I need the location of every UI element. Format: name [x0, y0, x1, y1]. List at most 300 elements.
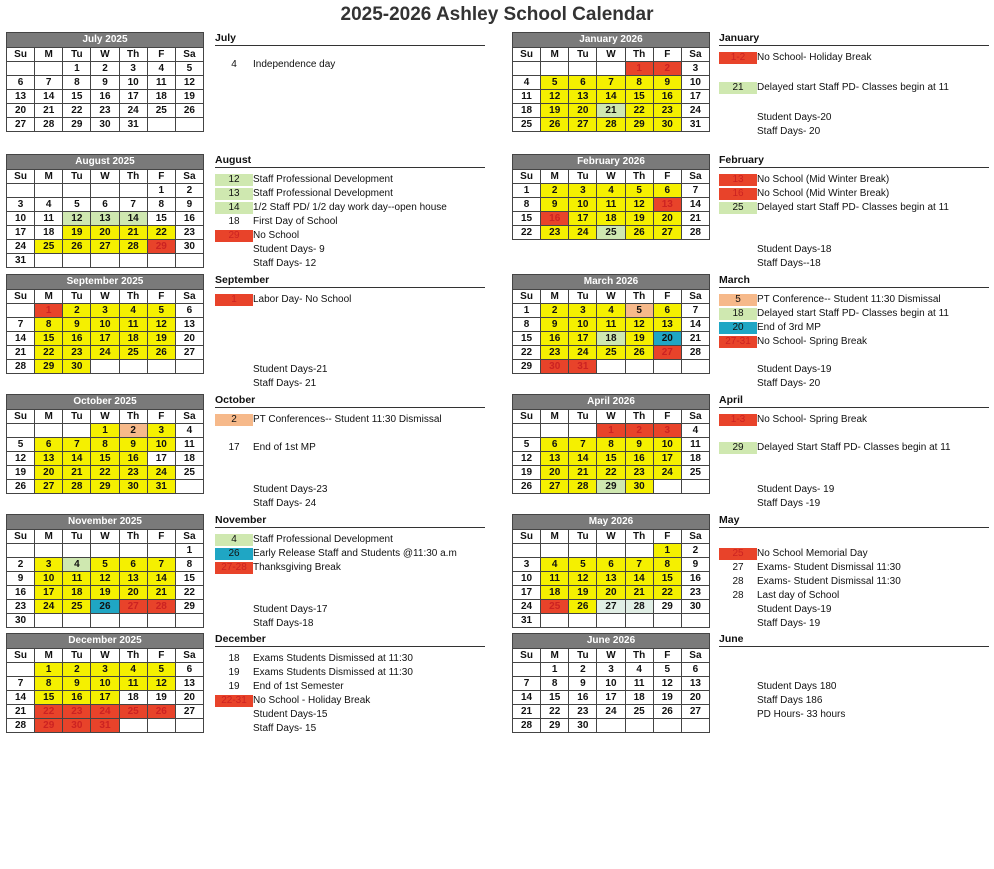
day-cell: 1 [625, 62, 653, 76]
day-cell: 15 [35, 332, 63, 346]
day-cell: 5 [625, 184, 653, 198]
event-text: Exams Students Dismissed at 11:30 [253, 653, 413, 664]
day-cell: 22 [541, 705, 569, 719]
events-heading: August [215, 154, 485, 168]
day-cell: 6 [119, 558, 147, 572]
day-cell: 12 [147, 677, 175, 691]
weekday-label: F [147, 530, 175, 544]
weekday-label: W [597, 48, 625, 62]
day-cell: 15 [147, 212, 175, 226]
day-cell: 14 [7, 691, 35, 705]
day-cell: 26 [513, 480, 541, 494]
day-cell: 21 [7, 346, 35, 360]
day-cell: 29 [35, 719, 63, 733]
day-cell: 18 [597, 212, 625, 226]
day-cell: 4 [119, 663, 147, 677]
day-cell: 18 [119, 691, 147, 705]
day-cell: 27 [175, 346, 203, 360]
day-cell [35, 424, 63, 438]
day-cell: 12 [91, 572, 119, 586]
day-cell: 15 [653, 572, 681, 586]
weekday-label: W [91, 649, 119, 663]
page-title: 2025-2026 Ashley School Calendar [340, 4, 654, 25]
day-cell: 16 [91, 90, 119, 104]
event-text: Staff Days- 20 [757, 126, 821, 137]
day-cell: 12 [7, 452, 35, 466]
event-text: No School- Spring Break [757, 414, 868, 425]
day-cell: 28 [597, 118, 625, 132]
day-cell: 10 [513, 572, 541, 586]
event-date [215, 378, 253, 390]
day-cell [91, 614, 119, 628]
day-cell: 18 [35, 226, 63, 240]
day-cell: 11 [63, 572, 91, 586]
event-date: 20 [719, 322, 757, 334]
day-cell [569, 62, 597, 76]
event-text: Student Days-18 [757, 244, 832, 255]
event-date: 19 [228, 667, 240, 678]
event-date: 26 [215, 548, 253, 560]
day-cell: 4 [175, 424, 203, 438]
weekday-label: Sa [681, 290, 709, 304]
day-cell: 30 [175, 240, 203, 254]
day-cell: 23 [541, 226, 569, 240]
day-cell: 22 [625, 104, 653, 118]
event-text: Thanksgiving Break [253, 562, 341, 573]
day-cell: 28 [681, 346, 709, 360]
weekday-label: Th [625, 170, 653, 184]
event-text: No School- Holiday Break [757, 52, 872, 63]
day-cell: 12 [625, 198, 653, 212]
weekday-label: Su [513, 48, 541, 62]
day-cell: 8 [653, 558, 681, 572]
day-cell: 2 [7, 558, 35, 572]
day-cell: 9 [625, 438, 653, 452]
event-date: 27-28 [215, 562, 253, 574]
event-text: Staff Days- 15 [253, 723, 317, 734]
weekday-label: M [35, 530, 63, 544]
day-cell: 23 [63, 705, 91, 719]
day-cell: 12 [653, 677, 681, 691]
day-cell: 27 [653, 226, 681, 240]
day-cell: 7 [569, 438, 597, 452]
event-date [215, 244, 253, 256]
day-cell: 23 [7, 600, 35, 614]
day-cell: 10 [147, 438, 175, 452]
day-cell: 9 [7, 572, 35, 586]
day-cell: 28 [7, 719, 35, 733]
day-cell: 17 [653, 452, 681, 466]
event-text: No School - Holiday Break [253, 695, 371, 706]
weekday-label: Sa [681, 649, 709, 663]
day-cell: 27 [541, 480, 569, 494]
day-cell: 19 [541, 104, 569, 118]
day-cell: 4 [63, 558, 91, 572]
day-cell [513, 424, 541, 438]
day-cell: 6 [35, 438, 63, 452]
event-date: 17 [228, 442, 240, 453]
events-heading: October [215, 394, 485, 408]
day-cell [653, 480, 681, 494]
day-cell: 20 [541, 466, 569, 480]
day-cell: 19 [147, 332, 175, 346]
day-cell [147, 118, 175, 132]
day-cell [653, 614, 681, 628]
weekday-label: Su [7, 170, 35, 184]
day-cell: 16 [625, 452, 653, 466]
day-cell: 7 [681, 184, 709, 198]
weekday-label: M [35, 290, 63, 304]
day-cell: 3 [147, 424, 175, 438]
day-cell: 13 [569, 90, 597, 104]
event-text: Student Days- 9 [253, 244, 325, 255]
event-text: PD Hours- 33 hours [757, 709, 846, 720]
weekday-label: W [91, 530, 119, 544]
day-cell [653, 360, 681, 374]
day-cell: 2 [541, 304, 569, 318]
day-cell [63, 544, 91, 558]
month-calendar [512, 514, 710, 628]
weekday-label: F [653, 170, 681, 184]
day-cell: 22 [91, 466, 119, 480]
event-date: 12 [215, 174, 253, 186]
event-date: 21 [719, 82, 757, 94]
day-cell: 13 [541, 452, 569, 466]
event-text: No School [253, 230, 300, 241]
day-cell: 21 [63, 466, 91, 480]
weekday-label: Su [7, 649, 35, 663]
day-cell [7, 544, 35, 558]
day-cell: 7 [625, 558, 653, 572]
day-cell: 21 [569, 466, 597, 480]
day-cell: 5 [513, 438, 541, 452]
day-cell: 29 [63, 118, 91, 132]
event-date [719, 484, 757, 496]
day-cell: 11 [597, 318, 625, 332]
day-cell: 11 [119, 677, 147, 691]
day-cell: 28 [625, 600, 653, 614]
day-cell [147, 614, 175, 628]
day-cell: 5 [175, 62, 203, 76]
day-cell: 27 [175, 705, 203, 719]
event-date: 16 [719, 188, 757, 200]
day-cell: 20 [653, 332, 681, 346]
event-text: No School Memorial Day [757, 548, 868, 559]
weekday-label: Su [513, 649, 541, 663]
day-cell: 8 [513, 318, 541, 332]
day-cell: 24 [569, 346, 597, 360]
month-title: October 2025 [7, 395, 204, 410]
day-cell: 11 [35, 212, 63, 226]
day-cell: 18 [119, 332, 147, 346]
event-date: 25 [719, 548, 757, 560]
month-title: February 2026 [513, 155, 710, 170]
day-cell: 20 [35, 466, 63, 480]
weekday-label: Th [119, 290, 147, 304]
day-cell: 24 [7, 240, 35, 254]
day-cell: 7 [119, 198, 147, 212]
day-cell: 30 [7, 614, 35, 628]
month-calendar [512, 633, 710, 733]
day-cell: 28 [147, 600, 175, 614]
day-cell: 13 [7, 90, 35, 104]
day-cell: 22 [513, 226, 541, 240]
day-cell: 20 [653, 212, 681, 226]
event-text: Staff Professional Development [253, 188, 393, 199]
event-date [719, 681, 757, 693]
month-events [719, 633, 989, 869]
day-cell: 18 [513, 104, 541, 118]
day-cell: 30 [119, 480, 147, 494]
events-heading: May [719, 514, 989, 528]
day-cell: 11 [681, 438, 709, 452]
day-cell: 17 [513, 586, 541, 600]
day-cell [597, 62, 625, 76]
day-cell: 28 [513, 719, 541, 733]
day-cell: 6 [569, 76, 597, 90]
day-cell: 21 [625, 586, 653, 600]
event-text: Student Days-19 [757, 364, 832, 375]
day-cell: 10 [569, 198, 597, 212]
event-date: 22-31 [215, 695, 253, 707]
day-cell: 16 [681, 572, 709, 586]
day-cell: 15 [91, 452, 119, 466]
weekday-label: M [541, 290, 569, 304]
day-cell: 25 [625, 705, 653, 719]
day-cell: 29 [147, 240, 175, 254]
day-cell [597, 614, 625, 628]
day-cell: 10 [119, 76, 147, 90]
day-cell: 21 [513, 705, 541, 719]
weekday-label: Su [7, 290, 35, 304]
event-text: Independence day [253, 59, 336, 70]
day-cell [541, 614, 569, 628]
day-cell: 27 [569, 118, 597, 132]
day-cell: 28 [119, 240, 147, 254]
event-date [719, 378, 757, 390]
event-date: 18 [228, 653, 240, 664]
day-cell: 4 [597, 184, 625, 198]
event-date [215, 258, 253, 270]
day-cell: 26 [569, 600, 597, 614]
day-cell: 14 [597, 90, 625, 104]
day-cell [681, 614, 709, 628]
day-cell: 13 [653, 318, 681, 332]
day-cell: 15 [597, 452, 625, 466]
day-cell: 22 [653, 586, 681, 600]
day-cell: 25 [597, 226, 625, 240]
day-cell: 13 [597, 572, 625, 586]
events-heading: June [719, 633, 989, 647]
weekday-label: Tu [569, 649, 597, 663]
day-cell [541, 424, 569, 438]
day-cell: 19 [63, 226, 91, 240]
weekday-label: F [653, 530, 681, 544]
day-cell: 23 [175, 226, 203, 240]
day-cell [175, 480, 203, 494]
day-cell: 26 [147, 346, 175, 360]
event-text: First Day of School [253, 216, 338, 227]
event-text: End of 1st Semester [253, 681, 344, 692]
day-cell: 25 [35, 240, 63, 254]
day-cell: 16 [63, 332, 91, 346]
day-cell: 26 [625, 226, 653, 240]
day-cell: 13 [681, 677, 709, 691]
weekday-label: Su [513, 170, 541, 184]
event-text: Staff Days- 19 [757, 618, 821, 629]
day-cell: 25 [597, 346, 625, 360]
day-cell: 26 [63, 240, 91, 254]
weekday-label: W [91, 48, 119, 62]
day-cell: 22 [35, 346, 63, 360]
weekday-label: Tu [569, 48, 597, 62]
weekday-label: Tu [63, 410, 91, 424]
event-date [719, 604, 757, 616]
day-cell [625, 360, 653, 374]
day-cell [63, 184, 91, 198]
day-cell [91, 360, 119, 374]
event-date: 14 [215, 202, 253, 214]
event-date [215, 364, 253, 376]
day-cell: 29 [91, 480, 119, 494]
day-cell: 14 [513, 691, 541, 705]
day-cell: 18 [175, 452, 203, 466]
weekday-label: Sa [175, 530, 203, 544]
weekday-label: Th [625, 410, 653, 424]
event-date: 4 [231, 59, 237, 70]
day-cell: 30 [681, 600, 709, 614]
day-cell: 15 [35, 691, 63, 705]
day-cell [681, 719, 709, 733]
day-cell: 21 [119, 226, 147, 240]
event-date: 18 [228, 216, 240, 227]
day-cell: 20 [91, 226, 119, 240]
weekday-label: W [597, 170, 625, 184]
day-cell [7, 184, 35, 198]
day-cell: 24 [597, 705, 625, 719]
day-cell: 15 [625, 90, 653, 104]
day-cell: 21 [147, 586, 175, 600]
weekday-label: Su [7, 48, 35, 62]
day-cell: 29 [597, 480, 625, 494]
event-text: Exams- Student Dismissal 11:30 [757, 576, 901, 587]
weekday-label: F [653, 290, 681, 304]
day-cell: 6 [175, 304, 203, 318]
day-cell: 25 [119, 705, 147, 719]
day-cell: 6 [681, 663, 709, 677]
day-cell [513, 544, 541, 558]
day-cell [119, 614, 147, 628]
day-cell [35, 544, 63, 558]
day-cell: 11 [625, 677, 653, 691]
weekday-label: Sa [681, 48, 709, 62]
day-cell: 3 [119, 62, 147, 76]
day-cell: 5 [541, 76, 569, 90]
day-cell [147, 360, 175, 374]
day-cell: 27 [119, 600, 147, 614]
event-text: Staff Days- 21 [253, 378, 317, 389]
day-cell: 5 [7, 438, 35, 452]
event-date: 1-2 [719, 52, 757, 64]
weekday-label: F [147, 649, 175, 663]
weekday-label: Tu [569, 170, 597, 184]
day-cell: 3 [7, 198, 35, 212]
day-cell [175, 118, 203, 132]
day-cell: 28 [681, 226, 709, 240]
day-cell [597, 719, 625, 733]
month-calendar [6, 633, 204, 733]
day-cell: 1 [91, 424, 119, 438]
event-date [719, 618, 757, 630]
day-cell: 16 [541, 212, 569, 226]
events-heading: December [215, 633, 485, 647]
day-cell [119, 254, 147, 268]
event-date: 19 [228, 681, 240, 692]
day-cell: 1 [541, 663, 569, 677]
month-title: April 2026 [513, 395, 710, 410]
day-cell [541, 62, 569, 76]
day-cell: 14 [681, 318, 709, 332]
day-cell: 14 [625, 572, 653, 586]
day-cell: 18 [541, 586, 569, 600]
day-cell: 21 [35, 104, 63, 118]
day-cell [625, 614, 653, 628]
day-cell: 15 [513, 332, 541, 346]
event-date: 13 [215, 188, 253, 200]
day-cell: 11 [119, 318, 147, 332]
day-cell: 7 [147, 558, 175, 572]
day-cell: 5 [147, 663, 175, 677]
day-cell [541, 544, 569, 558]
day-cell: 10 [91, 677, 119, 691]
day-cell: 23 [681, 586, 709, 600]
day-cell [175, 719, 203, 733]
weekday-label: Su [513, 290, 541, 304]
day-cell: 12 [513, 452, 541, 466]
day-cell: 29 [541, 719, 569, 733]
day-cell: 6 [597, 558, 625, 572]
day-cell: 17 [681, 90, 709, 104]
day-cell: 8 [63, 76, 91, 90]
day-cell: 1 [147, 184, 175, 198]
day-cell: 4 [119, 304, 147, 318]
day-cell: 15 [513, 212, 541, 226]
day-cell [91, 184, 119, 198]
weekday-label: Sa [681, 410, 709, 424]
day-cell: 24 [119, 104, 147, 118]
day-cell: 22 [63, 104, 91, 118]
day-cell: 23 [63, 346, 91, 360]
event-date [719, 695, 757, 707]
event-text: Staff Days-18 [253, 618, 314, 629]
day-cell: 20 [119, 586, 147, 600]
weekday-label: Th [625, 290, 653, 304]
day-cell [35, 62, 63, 76]
weekday-label: Th [625, 530, 653, 544]
day-cell: 23 [119, 466, 147, 480]
weekday-label: M [35, 48, 63, 62]
day-cell [7, 424, 35, 438]
day-cell: 26 [175, 104, 203, 118]
day-cell: 9 [541, 318, 569, 332]
day-cell [513, 62, 541, 76]
month-calendar [512, 32, 710, 132]
day-cell: 21 [681, 332, 709, 346]
day-cell: 16 [653, 90, 681, 104]
month-title: September 2025 [7, 275, 204, 290]
month-calendar [6, 274, 204, 374]
day-cell: 1 [513, 304, 541, 318]
